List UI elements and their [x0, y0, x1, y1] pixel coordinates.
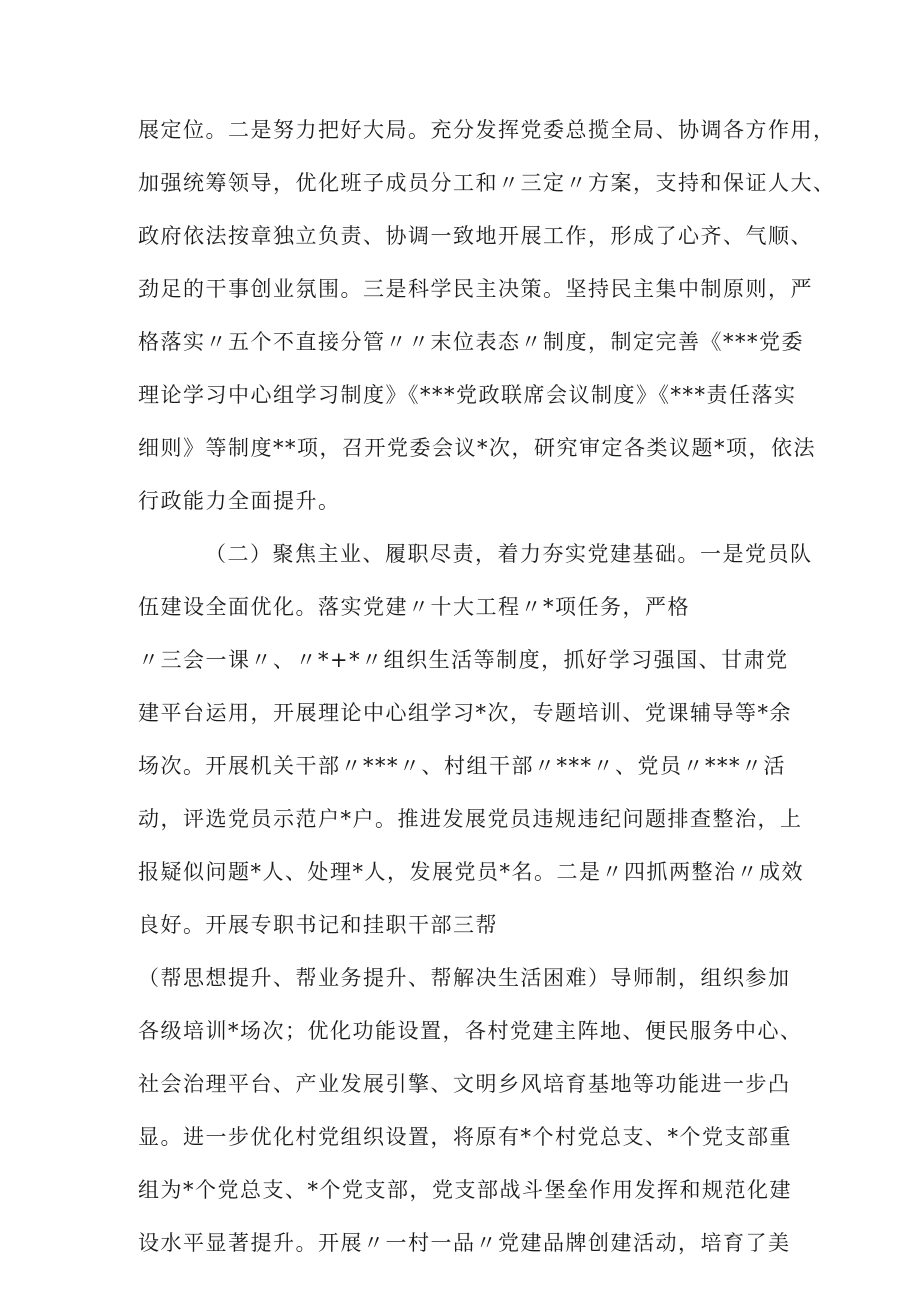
text-line: 理论学习中心组学习制度》《***党政联席会议制度》《***责任落实	[138, 383, 797, 407]
text-line: 良好。开展专职书记和挂职干部三帮	[138, 913, 498, 937]
text-line: 展定位。二是努力把好大局。充分发挥党委总揽全局、协调各方作用，	[138, 118, 836, 142]
text-line: （帮思想提升、帮业务提升、帮解决生活困难）导师制，组织参加	[138, 966, 791, 990]
text-line: 报疑似问题*人、处理*人，发展党员*名。二是〃四抓两整治〃成效	[138, 860, 804, 884]
text-line: 劲足的干事创业氛围。三是科学民主决策。坚持民主集中制原则，严	[138, 277, 813, 301]
text-line: 组为*个党总支、*个党支部，党支部战斗堡垒作用发挥和规范化建	[138, 1178, 792, 1202]
text-line: 政府依法按章独立负责、协调一致地开展工作，形成了心齐、气顺、	[138, 224, 813, 248]
text-line: 加强统筹领导，优化班子成员分工和〃三定〃方案，支持和保证人大、	[138, 171, 836, 195]
text-line: 社会治理平台、产业发展引擎、文明乡风培育基地等功能进一步凸	[138, 1072, 791, 1096]
text-line: 设水平显著提升。开展〃一村一品〃党建品牌创建活动，培育了美	[138, 1231, 791, 1255]
text-line: 伍建设全面优化。落实党建〃十大工程〃*项任务，严格	[138, 595, 690, 619]
text-line: 建平台运用，开展理论中心组学习*次，专题培训、党课辅导等*余	[138, 701, 792, 725]
text-line: 行政能力全面提升。	[138, 489, 341, 513]
text-line: 显。进一步优化村党组织设置，将原有*个村党总支、*个党支部重	[138, 1125, 792, 1149]
text-line: 细则》等制度**项，召开党委会议*次，研究审定各类议题*项，依法	[138, 436, 816, 460]
text-line: 格落实〃五个不直接分管〃〃末位表态〃制度，制定完善《***党委	[138, 330, 804, 354]
text-line: 动，评选党员示范户*户。推进发展党员违规违纪问题排查整治，上	[138, 807, 803, 831]
text-line: 场次。开展机关干部〃***〃、村组干部〃***〃、党员〃***〃活	[138, 754, 786, 778]
text-line: 〃三会一课〃、〃*+*〃组织生活等制度，抓好学习强国、甘肃党	[138, 648, 789, 672]
paragraph-heading-line: （二）聚焦主业、履职尽责，着力夯实党建基础。一是党员队	[205, 542, 813, 566]
text-line: 各级培训*场次；优化功能设置，各村党建主阵地、便民服务中心、	[138, 1019, 803, 1043]
